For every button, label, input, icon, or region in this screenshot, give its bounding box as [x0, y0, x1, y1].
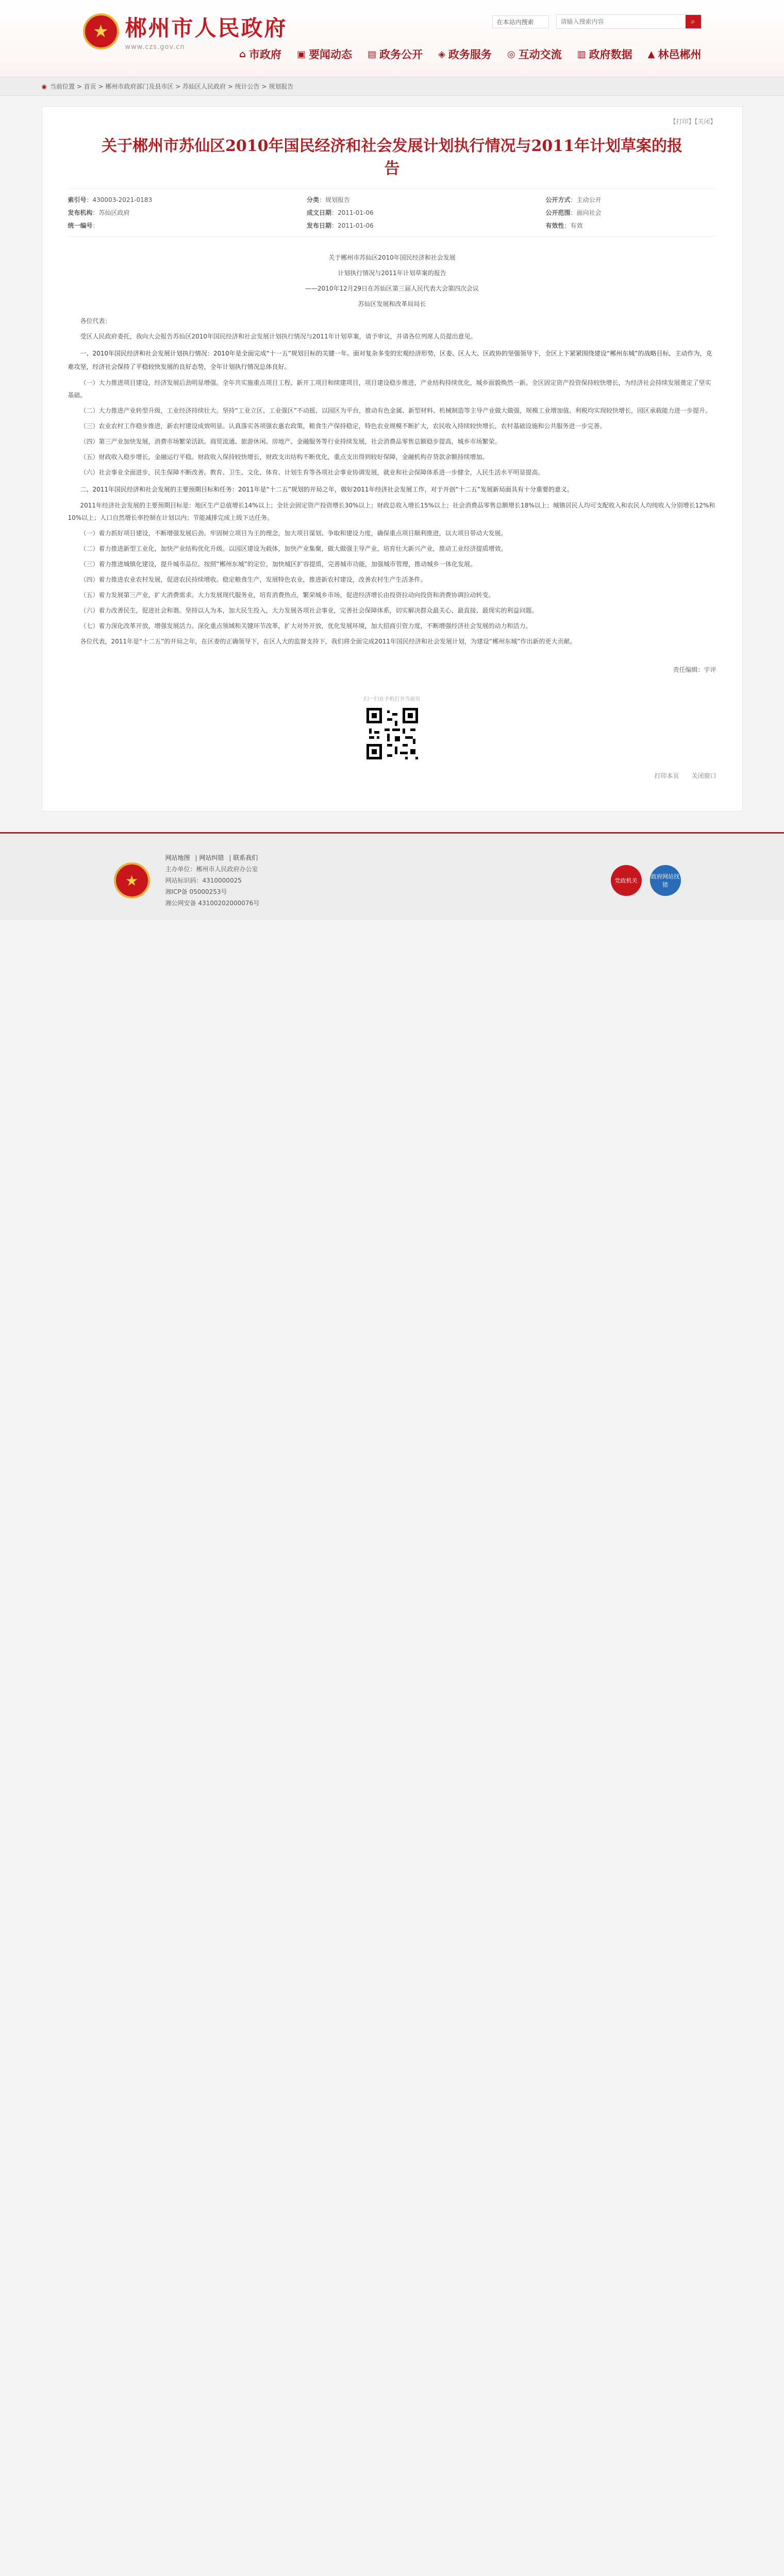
nav-item-city[interactable]: ▲ 林邑郴州 — [647, 48, 702, 61]
paragraph: （六）着力改善民生，促进社会和谐。坚持以人为本，加大民生投入，大力发展各项社会事业，完善社会保障体系，切实解决群众最关心、最直接、最现实的利益问题。 — [80, 607, 538, 614]
nav-item-government[interactable]: ⌂ 市政府 — [239, 48, 282, 61]
party-gov-badge[interactable]: 党政机关 — [611, 865, 642, 896]
news-icon: ▣ — [297, 48, 306, 60]
paragraph: （六）社会事业全面进步，民生保障不断改善。教育、卫生、文化、体育、计划生育等各项社会事业协调发展，就业和社会保障体系进一步健全，人民生活水平明显提高。 — [80, 469, 544, 476]
paragraph: （一）着力抓好项目建设，不断增强发展后劲。牢固树立项目为王的理念，加大项目谋划、争取和建设力度，确保重点项目顺利推进，以大项目带动大发展。 — [80, 530, 507, 537]
footer-icp[interactable]: 湘ICP备 05000253号 — [165, 888, 227, 895]
qr-caption: 扫一扫在手机打开当前页 — [363, 697, 421, 702]
national-emblem-icon: ★ — [83, 13, 119, 49]
report-heading-line: ——2010年12月29日在苏仙区第三届人民代表大会第四次会议 — [305, 285, 479, 292]
meta-category: 分类：规划报告 — [306, 196, 351, 204]
sitemap-link[interactable]: 网站地图 — [165, 854, 190, 861]
paragraph: 2011年经济社会发展的主要预期目标是：地区生产总值增长14%以上；全社会固定资产投资增长30%以上；财政总收入增长15%以上；社会消费品零售总额增长18%以上；城镇居民人均可支配收入和农民人均纯收入分别增长12%和10%以上；人口自然增长率控制在计划以内；节能减排完成上级下达任务。 — [68, 502, 715, 521]
meta-validity: 有效性：有效 — [545, 222, 583, 229]
nav-item-data[interactable]: ▥ 政府数据 — [577, 48, 632, 61]
meta-written-date: 成文日期：2011-01-06 — [306, 209, 374, 216]
print-page-link[interactable]: 打印本页 — [654, 772, 679, 779]
search-icon[interactable]: ⌕ — [686, 15, 701, 28]
site-url: www.czs.gov.cn — [125, 43, 185, 51]
paragraph: （二）着力推进新型工业化，加快产业结构优化升级。以园区建设为载体，加快产业集聚，做大做强主导产业，培育壮大新兴产业，推动工业经济提质增效。 — [80, 545, 507, 552]
meta-publisher: 发布机构：苏仙区政府 — [68, 209, 130, 216]
nav-item-interaction[interactable]: ◎ 互动交流 — [507, 48, 562, 61]
meta-unified-number: 统一编号： — [68, 222, 99, 229]
report-heading-line: 苏仙区发展和改革局局长 — [358, 300, 426, 308]
meta-index: 索引号：430003-2021-0183 — [68, 196, 153, 204]
paragraph: 受区人民政府委托，我向大会报告苏仙区2010年国民经济和社会发展计划执行情况与2011年计划草案，请予审议，并请各位列席人员提出意见。 — [80, 333, 477, 340]
article-meta — [68, 189, 716, 236]
location-icon: ◉ — [41, 83, 47, 90]
home-icon: ⌂ — [239, 48, 246, 60]
search-input[interactable] — [557, 15, 686, 28]
contact-link[interactable]: 联系我们 — [233, 854, 258, 861]
search-bar — [492, 14, 702, 29]
responsible-editor: 责任编辑：宇评 — [673, 666, 716, 673]
error-report-link[interactable]: 网站纠错 — [199, 854, 224, 861]
search-scope-select[interactable]: 在本站内搜索 — [492, 15, 549, 28]
paragraph: 各位代表，2011年是“十二五”的开局之年，在区委的正确领导下，在区人大的监督支持下，我们将全面完成2011年国民经济和社会发展计划，为建设“郴州东城”作出新的更大贡献。 — [80, 638, 576, 645]
paragraph: （四）第三产业加快发展，消费市场繁荣活跃。商贸流通、旅游休闲、房地产、金融服务等行业持续发展，社会消费品零售总额稳步提高，城乡市场繁荣。 — [80, 438, 501, 445]
site-logo[interactable] — [83, 11, 288, 51]
footer-police-record[interactable]: 湘公网安备 43100202000076号 — [165, 900, 260, 907]
paragraph: （三）农业农村工作稳步推进，新农村建设成效明显。认真落实各项强农惠农政策，粮食生产保持稳定，特色农业规模不断扩大，农民收入持续较快增长，农村基础设施和公共服务进一步完善。 — [80, 422, 606, 430]
paragraph: （四）着力推进农业农村发展，促进农民持续增收。稳定粮食生产，发展特色农业，推进新农村建设，改善农村生产生活条件。 — [80, 576, 427, 583]
salutation: 各位代表： — [80, 317, 111, 325]
article-body — [68, 236, 716, 674]
section-heading: 二、2011年国民经济和社会发展的主要预期目标和任务：2011年是“十二五”规划的开局之年，做好2011年经济社会发展工作，对于开创“十二五”发展新局面具有十分重要的意义。 — [80, 486, 573, 493]
paragraph: （二）大力推进产业转型升级，工业经济持续壮大。坚持“工业立区、工业强区”不动摇，以园区为平台，推动有色金属、新型材料、机械制造等主导产业做大做强，规模工业增加值、利税均实现较快增长，园区承载能力进一步提升。 — [80, 407, 711, 414]
footer-site-code: 网站标识码：4310000025 — [165, 877, 242, 884]
city-icon: ▲ — [647, 48, 655, 60]
paragraph: （五）着力发展第三产业，扩大消费需求。大力发展现代服务业，培育消费热点，繁荣城乡市场，促进经济增长由投资拉动向投资和消费协调拉动转变。 — [80, 591, 495, 599]
paragraph: （五）财政收入稳步增长，金融运行平稳。财政收入保持较快增长，财政支出结构不断优化，重点支出得到较好保障，金融机构存贷款余额持续增加。 — [80, 453, 489, 461]
main-nav — [224, 46, 701, 62]
qr-code-icon — [364, 705, 421, 762]
breadcrumb[interactable]: 当前位置 > 首页 > 郴州市政府部门及县市区 > 苏仙区人民政府 > 统计公告 > 规划报告 — [49, 83, 294, 90]
meta-open-mode: 公开方式：主动公开 — [545, 196, 602, 204]
article-container — [42, 106, 743, 811]
doc-icon: ▤ — [368, 48, 377, 60]
bottom-tools — [68, 771, 716, 780]
meta-open-scope: 公开范围：面向社会 — [545, 209, 602, 216]
footer-emblem-icon: ★ — [114, 862, 150, 899]
nav-item-news[interactable]: ▣ 要闻动态 — [297, 48, 353, 61]
data-icon: ▥ — [577, 48, 586, 60]
qr-code-block — [361, 694, 423, 762]
nav-item-open-affairs[interactable]: ▤ 政务公开 — [368, 48, 423, 61]
close-window-link[interactable]: 关闭窗口 — [691, 772, 716, 779]
chat-icon: ◎ — [507, 48, 515, 60]
report-heading-line: 关于郴州市苏仙区2010年国民经济和社会发展 — [328, 254, 456, 261]
article-title: 关于郴州市苏仙区2010年国民经济和社会发展计划执行情况与2011年计划草案的报告 — [102, 137, 682, 178]
footer-links: 网站地图 | 网站纠错 | 联系我们 — [165, 854, 258, 861]
service-icon: ◈ — [438, 48, 445, 60]
print-close-tools[interactable]: 【打印】【关闭】 — [670, 118, 716, 125]
meta-publish-date: 发布日期：2011-01-06 — [306, 222, 374, 229]
section-heading: 一、2010年国民经济和社会发展计划执行情况：2010年是全面完成“十一五”规划目标的关键一年。面对复杂多变的宏观经济形势，区委、区人大、区政协的坚强领导下，全区上下紧紧围绕建设“郴州东城”的战略目标，主动作为，克难攻坚，经济社会保持了平稳较快发展的良好态势，全年计划执行情况总体良好。 — [68, 350, 712, 370]
paragraph: （七）着力深化改革开放，增强发展活力。深化重点领域和关键环节改革，扩大对外开放，优化发展环境，加大招商引资力度，不断增强经济社会发展的动力和活力。 — [80, 622, 532, 630]
paragraph: （一）大力推进项目建设，经济发展后劲明显增强。全年共实施重点项目工程、新开工项目和续建项目，项目建设稳步推进，产业结构持续优化，城乡面貌焕然一新。全区固定资产投资保持较快增长，为经济社会持续发展奠定了坚实基础。 — [68, 379, 711, 399]
report-heading-line: 计划执行情况与2011年计划草案的报告 — [338, 269, 446, 277]
breadcrumb-bar — [0, 77, 784, 96]
site-footer — [0, 832, 784, 920]
site-header — [0, 0, 784, 77]
site-title: 郴州市人民政府 — [125, 15, 288, 41]
footer-sponsor: 主办单位：郴州市人民政府办公室 — [165, 866, 258, 873]
report-error-badge[interactable]: 政府网站找错 — [650, 865, 681, 896]
nav-item-services[interactable]: ◈ 政务服务 — [438, 48, 492, 61]
paragraph: （三）着力推进城镇化建设，提升城市品位。按照“郴州东城”的定位，加快城区扩容提质，完善城市功能，加强城市管理，推动城乡一体化发展。 — [80, 561, 476, 568]
